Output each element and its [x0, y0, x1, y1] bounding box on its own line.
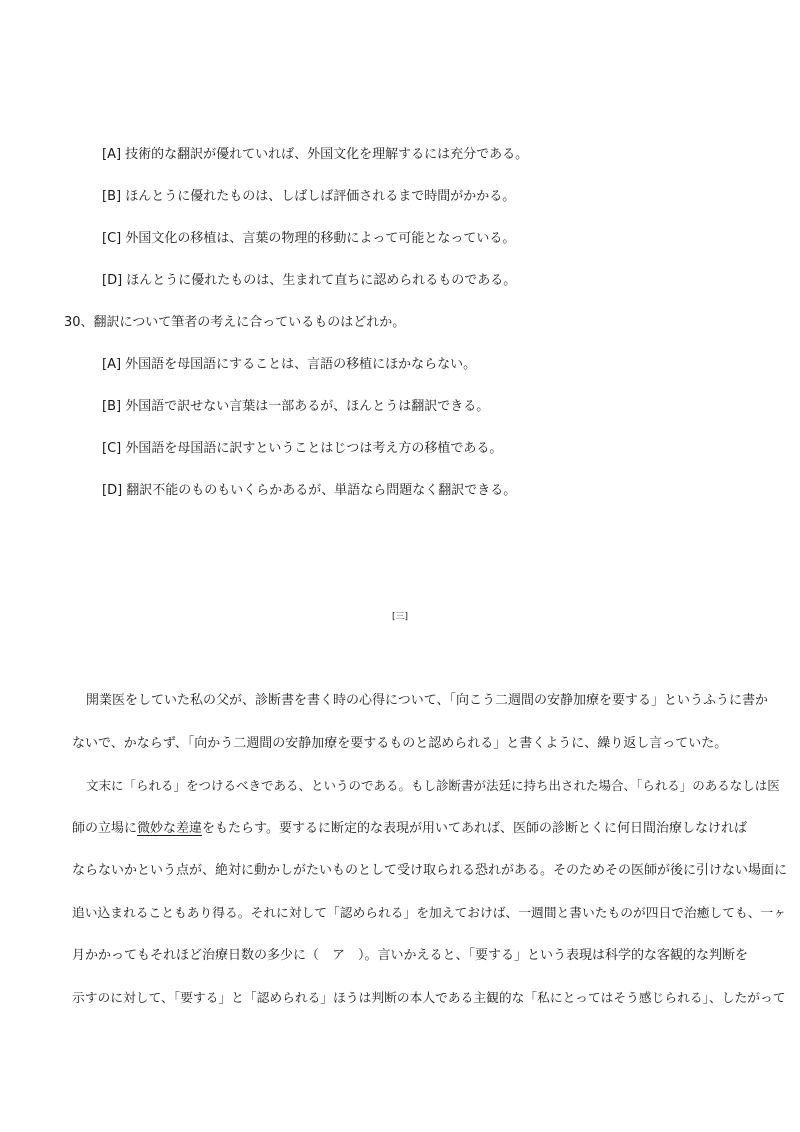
blank-a: （ ア ） — [306, 948, 365, 963]
passage-line-8: 示すのに対して、「要する」と「認められる」ほうは判断の本人である主観的な「私にとってはそう感じられる」、したがって — [72, 991, 786, 1006]
passage-line-2: ないで、かならず、「向かう二週間の安静加療を要するものと認められる」と書くように、繰り返し言っていた。 — [72, 736, 728, 751]
question-30: 30、翻訳について筆者の考えに合っているものはどれか。 — [64, 315, 406, 330]
q29-option-d: [D] ほんとうに優れたものは、生まれて直ちに認められるものである。 — [102, 273, 517, 288]
passage-text: 師の立場に — [72, 821, 138, 836]
passage-text: 。言いかえると、「要する」という表現は科学的な客観的な判断を — [364, 948, 749, 963]
passage-line-4 — [72, 820, 747, 838]
q30-option-a: [A] 外国語を母国語にすることは、言語の移植にほかならない。 — [102, 357, 477, 372]
q30-option-d: [D] 翻訳不能のものもいくらかあるが、単語なら問題なく翻訳できる。 — [102, 483, 517, 498]
passage-line-5: ならないかという点が、絶対に動かしがたいものとして受け取られる恐れがある。そのためその医師が後に引けない場面に — [72, 863, 788, 878]
q30-option-b: [B] 外国語で訳せない言葉は一部あるが、ほんとうは翻訳できる。 — [102, 399, 490, 414]
q29-option-a: [A] 技術的な翻訳が優れていれば、外国文化を理解するには充分である。 — [102, 147, 529, 162]
q29-option-c: [C] 外国文化の移植は、言葉の物理的移動によって可能となっている。 — [102, 231, 516, 246]
passage-line-3: 文末に「られる」をつけるべきである、というのである。もし診断書が法廷に持ち出された場合、「られる」のあるなしは医 — [86, 778, 780, 793]
passage-text: をもたらす。要するに断定的な表現が用いてあれば、医師の診断とくに何日間治療しなければ — [202, 821, 747, 836]
passage-line-6: 追い込まれることもあり得る。それに対して「認められる」を加えておけば、一週間と書いたものが四日で治癒しても、一ヶ — [72, 906, 786, 921]
passage-text: 月かかってもそれほど治療日数の多少に — [72, 948, 307, 963]
underlined-phrase: 微妙な差違 — [137, 821, 203, 836]
section-heading: [三] — [391, 612, 409, 622]
q30-option-c: [C] 外国語を母国語に訳すということはじつは考え方の移植である。 — [102, 441, 503, 456]
passage-line-1: 開業医をしていた私の父が、診断書を書く時の心得について、「向こう二週間の安静加療を要する」というふうに書か — [86, 693, 768, 708]
q29-option-b: [B] ほんとうに優れたものは、しばしば評価されるまで時間がかかる。 — [102, 189, 516, 204]
passage-line-7 — [72, 947, 749, 965]
